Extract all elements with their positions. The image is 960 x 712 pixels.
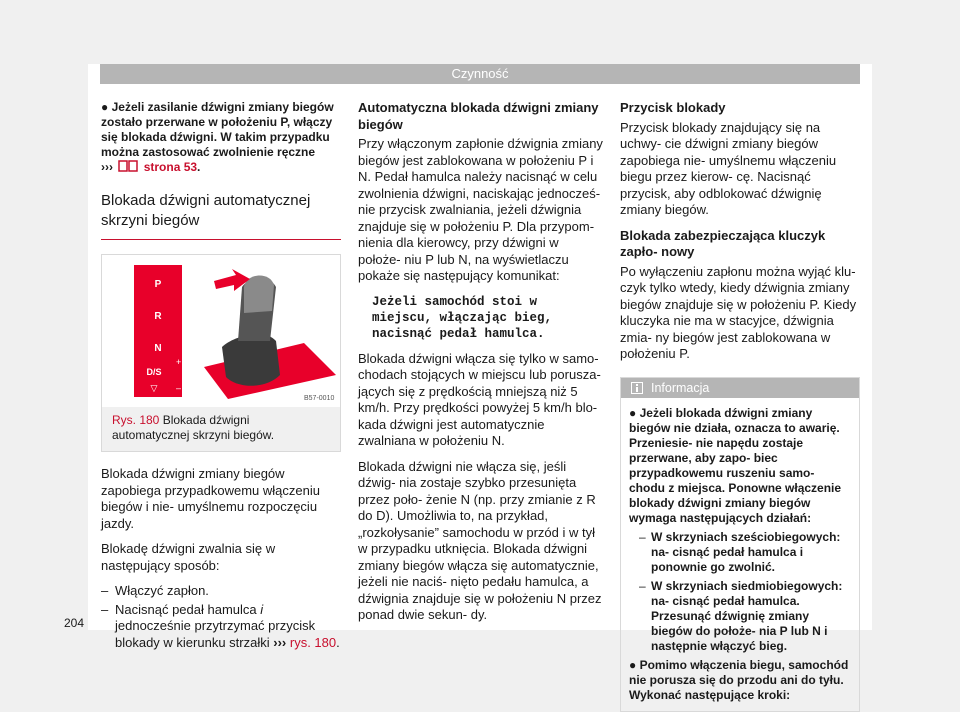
info-title: Informacja xyxy=(651,380,710,395)
column-3 xyxy=(620,100,860,712)
svg-text:–: – xyxy=(176,383,182,393)
gear-selector-drawing xyxy=(104,257,340,405)
info-sub-item: – W skrzyniach siedmiobiegowych: na- cisnąć pedał hamulca. Przesunąć dźwignię zmiany biegów do położe- nia P lub N i następnie włączyć bieg. xyxy=(639,578,843,653)
page-number: 204 xyxy=(64,616,85,630)
step-item: – Włączyć zapłon. xyxy=(101,583,209,598)
book-reference-icon xyxy=(118,160,138,172)
column-1 xyxy=(101,100,341,653)
bullet-text: Jeżeli zasilanie dźwigni zmiany biegów zostało przerwane w położeniu P, włączy się blokada dźwigni. W takim przypadku można zastosować zwolnienie ręczne xyxy=(101,100,334,159)
section-subtitle: Przycisk blokady xyxy=(620,100,726,115)
section-subtitle: Automatyczna blokada dźwigni zmiany biegów xyxy=(358,100,599,132)
info-header xyxy=(621,378,859,398)
column-2 xyxy=(358,100,603,633)
gear-label-n: N xyxy=(154,343,162,354)
figure-180 xyxy=(101,254,341,452)
figure-label: Rys. 180 xyxy=(112,413,160,427)
display-message: Jeżeli samochód stoi w miejscu, włączając bieg, nacisnąć pedał hamulca. xyxy=(372,294,560,341)
gear-lever-illustration xyxy=(104,257,338,405)
info-sub-item: – W skrzyniach sześciobiegowych: na- cisnąć pedał hamulca i ponownie go zwolnić. xyxy=(639,529,841,574)
section-title: Blokada dźwigni automatycznej skrzyni biegów xyxy=(101,192,311,229)
paragraph: Blokadę dźwigni zwalnia się w następujący sposób: xyxy=(101,541,276,573)
gear-label-r: R xyxy=(154,311,162,322)
gear-label-p: P xyxy=(154,279,162,290)
info-icon xyxy=(631,382,643,394)
info-body xyxy=(621,398,859,711)
page-reference-link[interactable]: strona 53 xyxy=(143,160,198,174)
paragraph: Przy włączonym zapłonie dźwignia zmiany biegów jest zablokowana w położeniu P i N. Pedał hamulca należy nacisnąć w celu zwolnienia dźwigni, naciskając jednocześ- nie przycisk zwalniania, jeżeli dźwignia znajduje się w położeniu P. Dla przypom- nienia dla kierowcy, przy dźwigni w położe- niu P lub N, na wyświetlaczu pokaże się następujący komunikat: xyxy=(358,136,603,283)
figure-reference-link[interactable]: rys. 180 xyxy=(289,634,337,650)
figure-caption xyxy=(102,407,340,451)
svg-text:+: + xyxy=(176,357,182,367)
gear-label-down: ▽ xyxy=(150,383,158,393)
paragraph: Blokada dźwigni zmiany biegów zapobiega przypadkowemu włączeniu biegów i nie- umyślnemu rozpoczęciu jazdy. xyxy=(101,466,320,531)
gear-label-ds: D/S xyxy=(146,367,162,377)
section-heading xyxy=(101,191,341,240)
paragraph: Blokada dźwigni włącza się tylko w samo- chodach stojących w miejscu lub porusza- jących się z prędkością mniejszą niż 5 km/h. Przy prędkości powyżej 5 km/h blo- kada dźwigni jest automatycznie zwalniana w położeniu N. xyxy=(358,350,601,448)
section-subtitle: Blokada zabezpieczająca kluczyk zapło- nowy xyxy=(620,227,826,259)
figure-caption-text: Blokada dźwigni automatycznej skrzyni biegów. xyxy=(112,413,275,442)
info-box xyxy=(620,377,860,712)
paragraph: Blokada dźwigni nie włącza się, jeśli dźwig- nia zostaje szybko przesunięta przez poło- żenie N (np. przy zmianie z R do D). Umożliwia to, na przykład, „rozkołysanie” samochodu w przód i w tył w przypadku utknięcia. Blokada dźwigni zmiany biegów włącza się automatycznie, jeżeli nie naciś- nięto pedału hamulca, a dźwignia znajduje się w położeniu N przez ponad dwie sekun- dy. xyxy=(358,458,602,622)
info-bullet: ● Pomimo włączenia biegu, samochód nie porusza się do przodu ani do tyłu. Wykonać następujące kroki: xyxy=(629,657,849,702)
figure-code: B57-0010 xyxy=(304,395,335,402)
paragraph: Po wyłączeniu zapłonu można wyjąć klu- czyk tylko wtedy, kiedy dźwignia zmiany biegów znajduje się w położeniu P. Kiedy kluczyka nie ma w stacyjce, dźwignia zmia- ny biegów jest zablokowana w położeniu P. xyxy=(620,263,857,361)
info-bullet: ● Jeżeli blokada dźwigni zmiany biegów nie działa, oznacza to awarię. Przeniesie- nie napędu zostaje przerwane, aby zapo- biec przypadkowemu ruszeniu samo- chodu z miejsca. Ponowne włączenie blokady dźwigni zmiany biegów wymaga następujących działań: xyxy=(629,405,842,525)
page-header: Czynność xyxy=(100,64,860,84)
step-item: – Nacisnąć pedał hamulca i jednocześnie przytrzymać przycisk blokady w kierunku strzałki ››› rys. 180. xyxy=(101,601,340,650)
bullet-icon: ● xyxy=(101,100,109,114)
paragraph: Przycisk blokady znajdujący się na uchwy- cie dźwigni zmiany biegów zapobiega nie- umyślnemu włączeniu biegu przez kierow- cę. Nacisnąć przycisk, aby odblokować dźwignię zmiany biegów. xyxy=(620,119,837,217)
ref-arrows: ››› xyxy=(101,160,113,174)
bullet-note: ● Jeżeli zasilanie dźwigni zmiany biegów zostało przerwane w położeniu P, włączy się blokada dźwigni. W takim przypadku można zastosować zwolnienie ręczne ››› strona 53. xyxy=(101,100,334,174)
